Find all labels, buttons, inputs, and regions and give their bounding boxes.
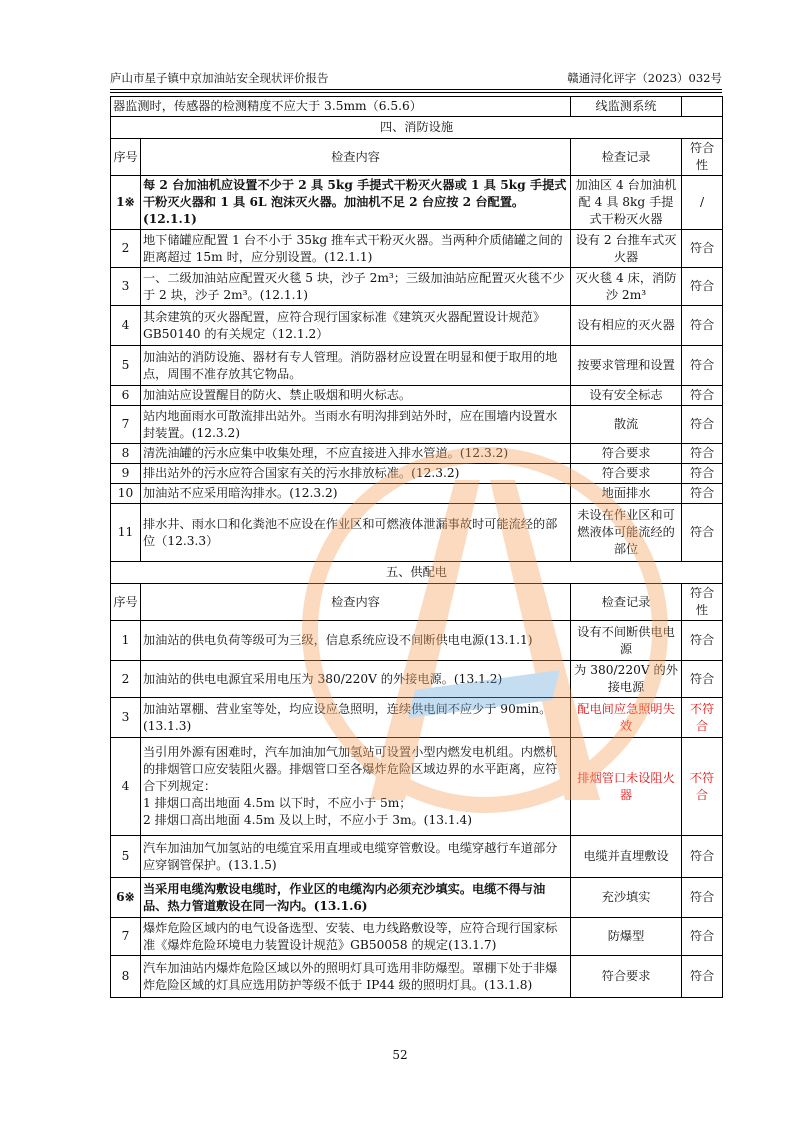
row-conformity: 符合 bbox=[682, 621, 723, 661]
row-number: 1※ bbox=[111, 176, 141, 230]
column-header-conformity: 符合性 bbox=[682, 584, 723, 621]
row-number: 3 bbox=[111, 268, 141, 306]
row-content: 加油站不应采用暗沟排水。(12.3.2) bbox=[141, 484, 571, 504]
table-row bbox=[111, 661, 723, 698]
row-record: 充沙填实 bbox=[571, 878, 682, 918]
section-row bbox=[111, 117, 723, 139]
row-content: 每 2 台加油机应设置不少于 2 具 5kg 手提式干粉灭火器或 1 具 5kg 手提式干粉灭火器和 1 具 6L 泡沫灭火器。加油机不足 2 台应按 2 台配置。(12.1.1) bbox=[141, 176, 571, 230]
row-content: 排水井、雨水口和化粪池不应设在作业区和可燃液体泄漏事故时可能流经的部位（12.3.3） bbox=[141, 504, 571, 562]
row-record: 符合要求 bbox=[571, 956, 682, 998]
column-header-conformity: 符合性 bbox=[682, 139, 723, 176]
row-content: 当采用电缆沟敷设电缆时，作业区的电缆沟内必须充沙填实。电缆不得与油品、热力管道敷设在同一沟内。(13.1.6) bbox=[141, 878, 571, 918]
table-row bbox=[111, 444, 723, 464]
row-content: 汽车加油站内爆炸危险区域以外的照明灯具可选用非防爆型。罩棚下处于非爆炸危险区域的灯具应选用防护等级不低于 IP44 级的照明灯具。(13.1.8) bbox=[141, 956, 571, 998]
table-row bbox=[111, 464, 723, 484]
row-number: 3 bbox=[111, 698, 141, 738]
header-rule bbox=[110, 89, 722, 90]
row-conformity: 符合 bbox=[682, 230, 723, 268]
column-header-record: 检查记录 bbox=[571, 139, 682, 176]
row-content: 清洗油罐的污水应集中收集处理，不应直接进入排水管道。(12.3.2) bbox=[141, 444, 571, 464]
table-row bbox=[111, 406, 723, 444]
row-number: 6 bbox=[111, 386, 141, 406]
row-conformity: 不符合 bbox=[682, 698, 723, 738]
row-content: 当引用外源有困难时，汽车加油加气加氢站可设置小型内燃发电机组。内燃机的排烟管口应安装阻火器。排烟管口至各爆炸危险区域边界的水平距离，应符合下列规定： 1 排烟口高出地面 4.5m 以下时，不应小于 5m； 2 排烟口高出地面 4.5m 及以上时，不应小于 3m。(13.1.4) bbox=[141, 738, 571, 836]
row-number: 1 bbox=[111, 621, 141, 661]
row-number: 2 bbox=[111, 661, 141, 698]
row-record: 散流 bbox=[571, 406, 682, 444]
row-content: 其余建筑的灭火器配置，应符合现行国家标准《建筑灭火器配置设计规范》GB50140 的有关规定（12.1.2） bbox=[141, 306, 571, 346]
row-conformity: 符合 bbox=[682, 406, 723, 444]
row-conformity: 符合 bbox=[682, 836, 723, 878]
row-content: 加油站应设置醒目的防火、禁止吸烟和明火标志。 bbox=[141, 386, 571, 406]
row-conformity: 符合 bbox=[682, 661, 723, 698]
section-title: 四、消防设施 bbox=[111, 117, 723, 139]
row-conformity: 符合 bbox=[682, 504, 723, 562]
table-row bbox=[111, 698, 723, 738]
row-number: 8 bbox=[111, 444, 141, 464]
row-record: 符合要求 bbox=[571, 464, 682, 484]
row-record: 排烟管口未设阻火器 bbox=[571, 738, 682, 836]
top-row-content: 器监测时，传感器的检测精度不应大于 3.5mm（6.5.6） bbox=[111, 97, 571, 117]
row-number: 7 bbox=[111, 918, 141, 956]
row-record: 地面排水 bbox=[571, 484, 682, 504]
table-row bbox=[111, 621, 723, 661]
row-content: 排出站外的污水应符合国家有关的污水排放标准。(12.3.2) bbox=[141, 464, 571, 484]
table-row bbox=[111, 504, 723, 562]
row-conformity: 符合 bbox=[682, 268, 723, 306]
section-title: 五、供配电 bbox=[111, 562, 723, 584]
top-row-conformity bbox=[682, 97, 723, 117]
top-row-record: 线监测系统 bbox=[571, 97, 682, 117]
column-header-content: 检查内容 bbox=[141, 139, 571, 176]
row-number: 8 bbox=[111, 956, 141, 998]
row-conformity: 符合 bbox=[682, 444, 723, 464]
row-record: 为 380/220V 的外接电源 bbox=[571, 661, 682, 698]
row-number: 5 bbox=[111, 346, 141, 386]
row-number: 4 bbox=[111, 306, 141, 346]
table-row bbox=[111, 97, 723, 117]
row-record: 按要求管理和设置 bbox=[571, 346, 682, 386]
row-content: 汽车加油加气加氢站的电缆宜采用直埋或电缆穿管敷设。电缆穿越行车道部分应穿钢管保护。(13.1.5) bbox=[141, 836, 571, 878]
table-row bbox=[111, 268, 723, 306]
header-rule-thin bbox=[110, 92, 722, 93]
row-number: 11 bbox=[111, 504, 141, 562]
column-header-content: 检查内容 bbox=[141, 584, 571, 621]
row-number: 5 bbox=[111, 836, 141, 878]
table-row bbox=[111, 346, 723, 386]
row-conformity: / bbox=[682, 176, 723, 230]
row-record: 电缆并直埋敷设 bbox=[571, 836, 682, 878]
table-row bbox=[111, 306, 723, 346]
row-content: 地下储罐应配置 1 台不小于 35kg 推车式干粉灭火器。当两种介质储罐之间的距离超过 15m 时，应分别设置。(12.1.1) bbox=[141, 230, 571, 268]
row-conformity: 符合 bbox=[682, 484, 723, 504]
row-record: 设有 2 台推车式灭火器 bbox=[571, 230, 682, 268]
row-conformity: 符合 bbox=[682, 464, 723, 484]
column-header-record: 检查记录 bbox=[571, 584, 682, 621]
row-record: 灭火毯 4 床，消防沙 2m³ bbox=[571, 268, 682, 306]
table-row bbox=[111, 836, 723, 878]
row-number: 9 bbox=[111, 464, 141, 484]
row-conformity: 符合 bbox=[682, 956, 723, 998]
row-content: 加油站的供电电源宜采用电压为 380/220V 的外接电源。(13.1.2) bbox=[141, 661, 571, 698]
row-record: 符合要求 bbox=[571, 444, 682, 464]
row-number: 4 bbox=[111, 738, 141, 836]
row-conformity: 符合 bbox=[682, 386, 723, 406]
row-content: 一、二级加油站应配置灭火毯 5 块，沙子 2m³；三级加油站应配置灭火毯不少于 2 块，沙子 2m³。(12.1.1) bbox=[141, 268, 571, 306]
row-record: 设有不间断供电电源 bbox=[571, 621, 682, 661]
row-record: 加油区 4 台加油机配 4 具 8kg 手提式干粉灭火器 bbox=[571, 176, 682, 230]
row-content: 爆炸危险区域内的电气设备选型、安装、电力线路敷设等，应符合现行国家标准《爆炸危险环境电力装置设计规范》GB50058 的规定(13.1.7) bbox=[141, 918, 571, 956]
table-row bbox=[111, 176, 723, 230]
table-row bbox=[111, 956, 723, 998]
report-code: 赣通浔化评字（2023）032号 bbox=[567, 71, 722, 85]
row-conformity: 符合 bbox=[682, 878, 723, 918]
row-record: 未设在作业区和可燃液体可能流经的部位 bbox=[571, 504, 682, 562]
column-header-row bbox=[111, 584, 723, 621]
table-row bbox=[111, 738, 723, 836]
page-number: 52 bbox=[392, 1048, 408, 1062]
row-number: 2 bbox=[111, 230, 141, 268]
row-conformity: 符合 bbox=[682, 918, 723, 956]
table-row bbox=[111, 918, 723, 956]
row-record: 防爆型 bbox=[571, 918, 682, 956]
row-number: 7 bbox=[111, 406, 141, 444]
row-conformity: 不符合 bbox=[682, 738, 723, 836]
row-content: 加油站罩棚、营业室等处，均应设应急照明，连续供电间不应少于 90min。(13.1.3) bbox=[141, 698, 571, 738]
inspection-table bbox=[110, 96, 723, 998]
table-row bbox=[111, 878, 723, 918]
table-row bbox=[111, 484, 723, 504]
row-number: 6※ bbox=[111, 878, 141, 918]
row-record: 配电间应急照明失效 bbox=[571, 698, 682, 738]
column-header-row bbox=[111, 139, 723, 176]
row-record: 设有相应的灭火器 bbox=[571, 306, 682, 346]
page-header bbox=[110, 70, 722, 86]
row-conformity: 符合 bbox=[682, 346, 723, 386]
section-row bbox=[111, 562, 723, 584]
report-title: 庐山市星子镇中京加油站安全现状评价报告 bbox=[110, 71, 329, 85]
column-header-no: 序号 bbox=[111, 584, 141, 621]
row-content: 加油站的供电负荷等级可为三级，信息系统应设不间断供电电源(13.1.1) bbox=[141, 621, 571, 661]
column-header-no: 序号 bbox=[111, 139, 141, 176]
table-row bbox=[111, 386, 723, 406]
row-conformity: 符合 bbox=[682, 306, 723, 346]
table-row bbox=[111, 230, 723, 268]
row-content: 加油站的消防设施、器材有专人管理。消防器材应设置在明显和便于取用的地点，周围不准存放其它物品。 bbox=[141, 346, 571, 386]
row-content: 站内地面雨水可散流排出站外。当雨水有明沟排到站外时，应在围墙内设置水封装置。(12.3.2) bbox=[141, 406, 571, 444]
row-record: 设有安全标志 bbox=[571, 386, 682, 406]
row-number: 10 bbox=[111, 484, 141, 504]
